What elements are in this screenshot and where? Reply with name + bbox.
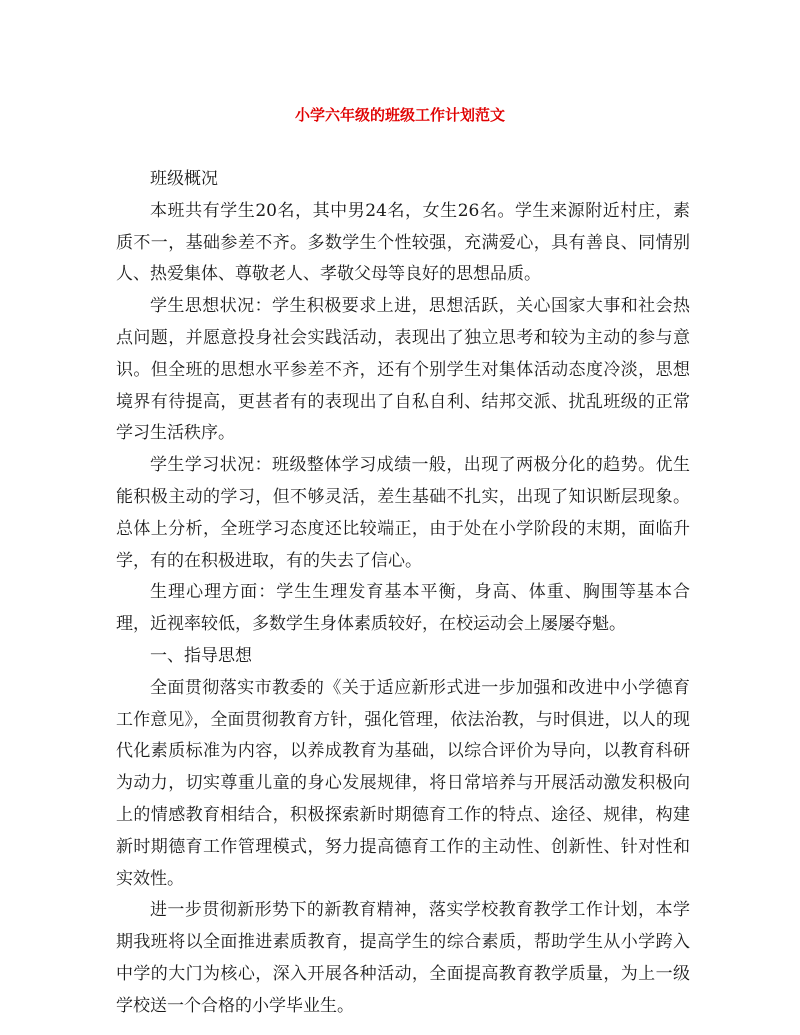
section-heading-guiding-ideology: 一、指导思想 [150, 645, 252, 666]
paragraph-guiding-ideology: 全面贯彻落实市教委的《关于适应新形式进一步加强和改进中小学德育工作意见》，全面贯彻教育方针，强化管理，依法治教，与时俱进，以人的现代化素质标准为内容，以养成教育为基础，以综合评价为导向，以教育科研为动力，切实尊重儿童的身心发展规律，将日常培养与开展活动激发积极向上的情感教育相结合，积极探索新时期德育工作的特点、途径、规律，构建新时期德育工作管理模式，努力提高德育工作的主动性、创新性、针对性和实效性。 [116, 677, 690, 889]
paragraph-thought-status: 学生思想状况：学生积极要求上进，思想活跃，关心国家大事和社会热点问题，并愿意投身社会实践活动，表现出了独立思考和较为主动的参与意识。但全班的思想水平参差不齐，还有个别学生对集体活动态度冷淡，思想境界有待提高，更甚者有的表现出了自私自利、结邦交派、扰乱班级的正常学习生活秩序。 [116, 296, 690, 444]
paragraph-class-overview-heading: 班级概况 [150, 169, 218, 189]
paragraph-semester-goal: 进一步贯彻新形势下的新教育精神，落实学校教育教学工作计划，本学期我班将以全面推进素质教育，提高学生的综合素质，帮助学生从小学跨入中学的大门为核心，深入开展各种活动，全面提高教育教学质量，为上一级学校送一个合格的小学毕业生。 [116, 900, 690, 1016]
document-body [116, 164, 690, 1023]
paragraph-study-status: 学生学习状况：班级整体学习成绩一般，出现了两极分化的趋势。优生能积极主动的学习，但不够灵活，差生基础不扎实，出现了知识断层现象。总体上分析，全班学习态度还比较端正，由于处在小学阶段的末期，面临升学，有的在积极进取，有的失去了信心。 [116, 455, 690, 571]
paragraph-physical-mental: 生理心理方面：学生生理发育基本平衡，身高、体重、胸围等基本合理，近视率较低，多数学生身体素质较好，在校运动会上屡屡夺魁。 [116, 582, 690, 635]
paragraph-class-overview: 本班共有学生20名，其中男24名，女生26名。学生来源附近村庄，素质不一，基础参差不齐。多数学生个性较强，充满爱心，具有善良、同情别人、热爱集体、尊敬老人、孝敬父母等良好的思想品质。 [116, 200, 690, 285]
document-title: 小学六年级的班级工作计划范文 [294, 106, 505, 124]
